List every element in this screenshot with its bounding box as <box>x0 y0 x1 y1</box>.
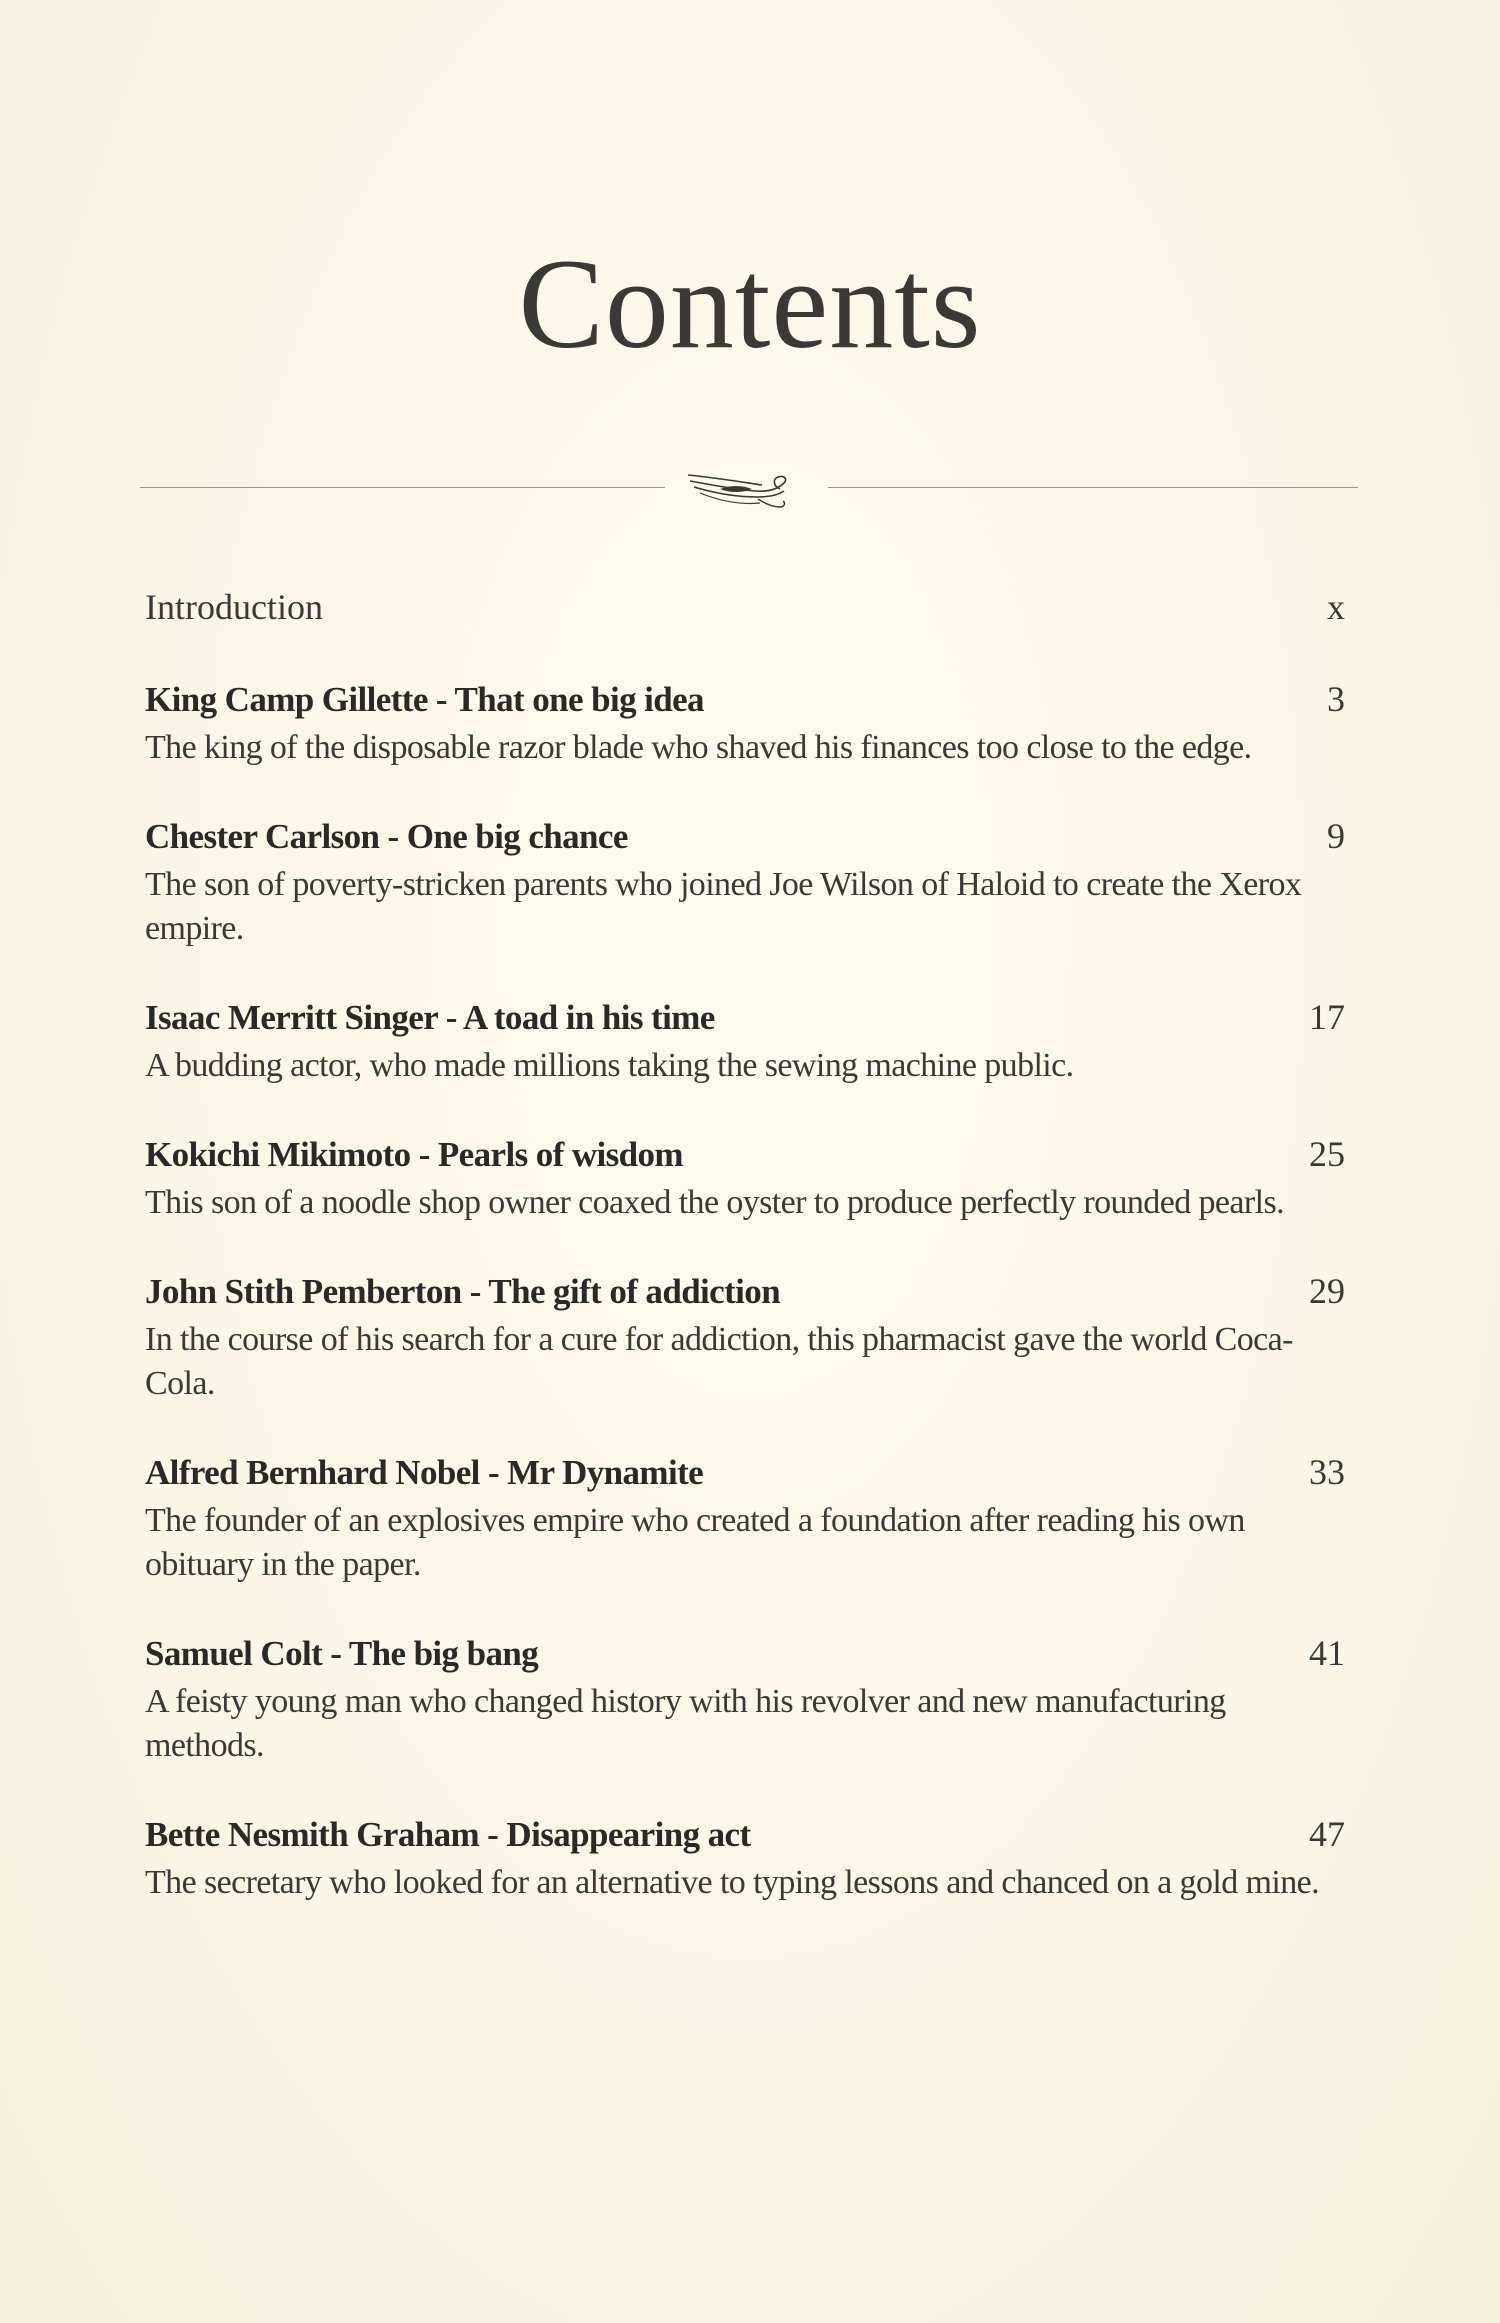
toc-entry-title: Alfred Bernhard Nobel - Mr Dynamite <box>145 1453 704 1492</box>
toc-entry-page: 33 <box>1309 1452 1345 1492</box>
toc-entry-page: 47 <box>1309 1814 1345 1854</box>
toc-introduction-page: x <box>1327 587 1345 627</box>
toc-entry-title: Chester Carlson - One big chance <box>145 817 628 856</box>
toc-entry[interactable] <box>145 995 1345 1088</box>
toc-introduction-label: Introduction <box>145 587 323 627</box>
toc-entry[interactable] <box>145 1631 1345 1768</box>
toc-entry-description: This son of a noodle shop owner coaxed the oyster to produce perfectly rounded pearls. <box>145 1184 1284 1221</box>
toc-entry[interactable] <box>145 1132 1345 1225</box>
toc-entry[interactable] <box>145 677 1345 770</box>
toc-entry-title: Samuel Colt - The big bang <box>145 1634 539 1673</box>
toc-entry-page: 9 <box>1327 816 1345 856</box>
toc-entry-description: The son of poverty-stricken parents who joined Joe Wilson of Haloid to create the Xerox empire. <box>145 866 1302 947</box>
toc-introduction-row[interactable] <box>145 585 1345 629</box>
toc-entry-page: 17 <box>1309 997 1345 1037</box>
toc-entry[interactable] <box>145 814 1345 951</box>
toc-entry-page: 29 <box>1309 1271 1345 1311</box>
table-of-contents <box>145 585 1345 1949</box>
toc-entry-title: Isaac Merritt Singer - A toad in his time <box>145 998 715 1037</box>
ornamental-divider <box>140 463 1358 513</box>
toc-entry-page: 3 <box>1327 679 1345 719</box>
toc-entry-description: A feisty young man who changed history with his revolver and new manufacturing methods. <box>145 1683 1226 1764</box>
divider-line-left <box>140 487 665 488</box>
toc-entry-page: 25 <box>1309 1134 1345 1174</box>
toc-entry[interactable] <box>145 1269 1345 1406</box>
toc-entry[interactable] <box>145 1450 1345 1587</box>
toc-entry[interactable] <box>145 1812 1345 1905</box>
toc-entry-description: The king of the disposable razor blade who shaved his finances too close to the edge. <box>145 729 1252 766</box>
toc-entry-description: In the course of his search for a cure for addiction, this pharmacist gave the world Coca-Cola. <box>145 1321 1293 1402</box>
toc-entry-description: A budding actor, who made millions taking the sewing machine public. <box>145 1047 1074 1084</box>
toc-entry-description: The secretary who looked for an alternative to typing lessons and chanced on a gold mine. <box>145 1864 1319 1901</box>
toc-entry-title: John Stith Pemberton - The gift of addiction <box>145 1272 781 1311</box>
toc-entry-page: 41 <box>1309 1633 1345 1673</box>
flourish-ornament-icon <box>680 463 800 513</box>
divider-line-right <box>828 487 1358 488</box>
toc-entry-title: King Camp Gillette - That one big idea <box>145 680 704 719</box>
toc-entry-title: Kokichi Mikimoto - Pearls of wisdom <box>145 1135 683 1174</box>
toc-entry-title: Bette Nesmith Graham - Disappearing act <box>145 1815 751 1854</box>
toc-entry-description: The founder of an explosives empire who created a foundation after reading his own obituary in the paper. <box>145 1502 1245 1583</box>
page-title: Contents <box>518 233 982 375</box>
